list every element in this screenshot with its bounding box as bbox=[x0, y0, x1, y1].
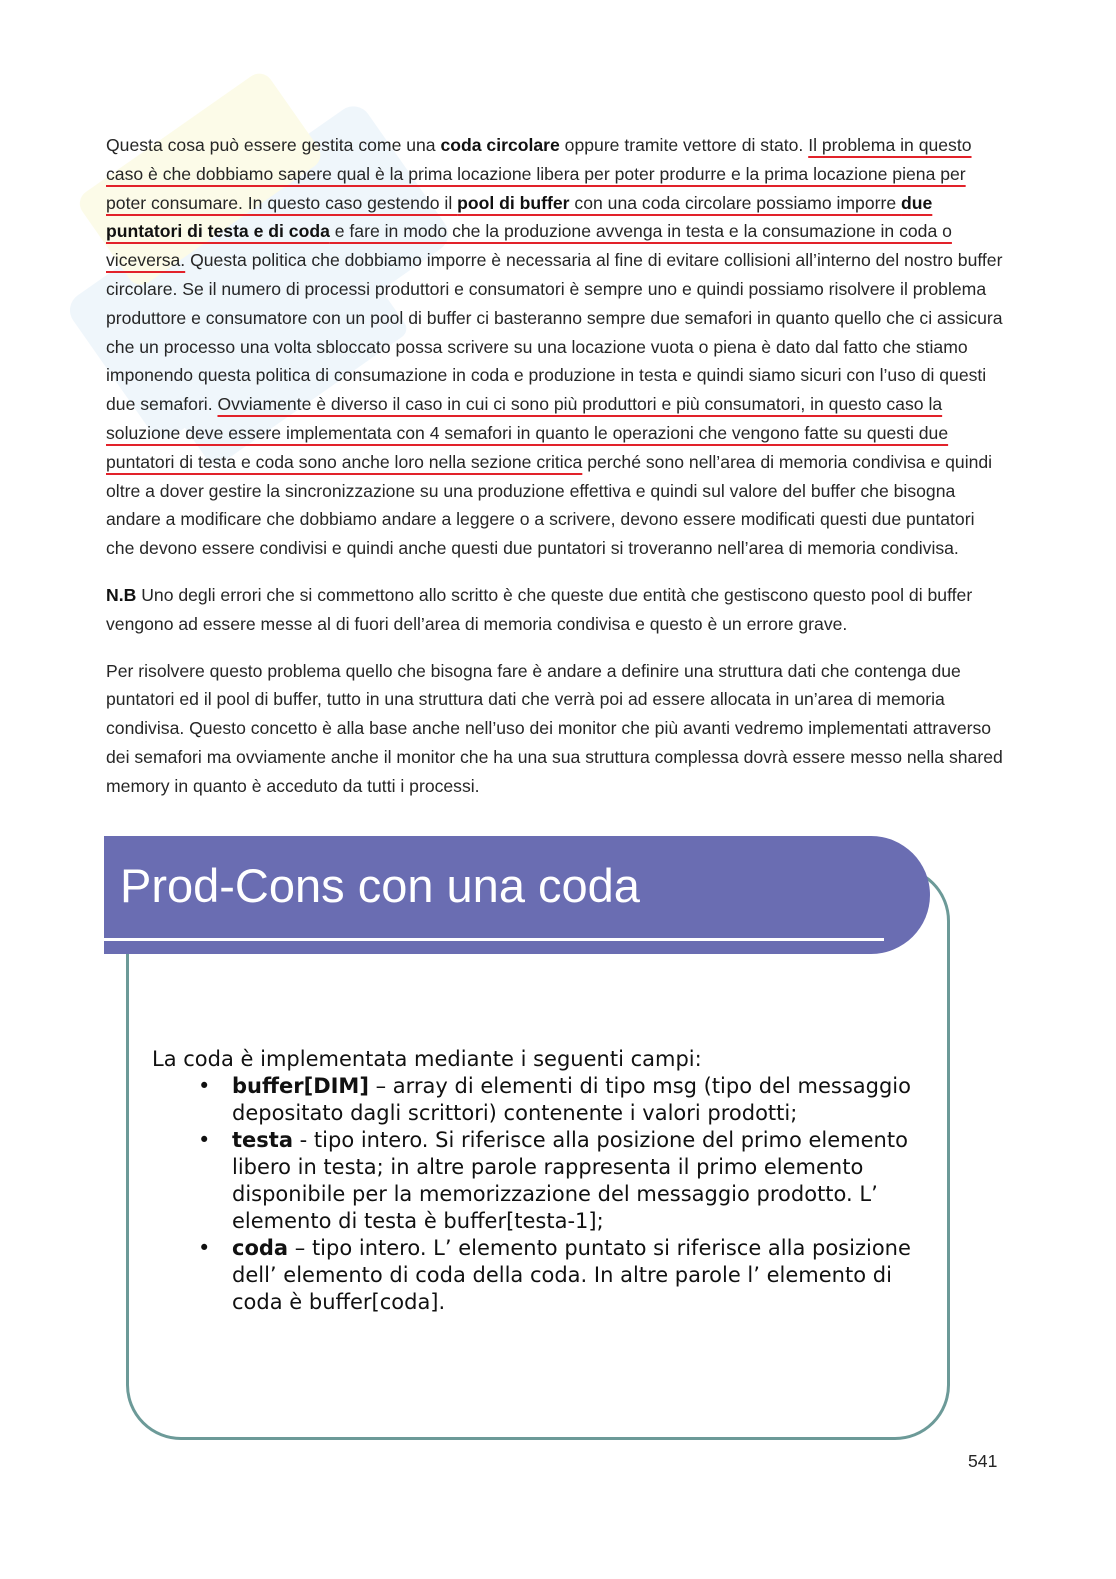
paragraph-3 bbox=[106, 657, 1006, 801]
bullet-icon: • bbox=[198, 1128, 211, 1152]
item-term: testa bbox=[232, 1128, 293, 1152]
slide-title: Prod-Cons con una coda bbox=[120, 859, 640, 912]
p2-seg: Uno degli errori che si commettono allo scritto è che queste due entità che gestiscono questo pool di buffer vengono ad essere messe al di fuori dell’area di memoria condivisa e questo è un errore grave. bbox=[106, 584, 973, 634]
p1-underlined: con una coda circolare possiamo imporre bbox=[569, 192, 902, 213]
list-item bbox=[198, 1235, 912, 1316]
slide-list bbox=[152, 1073, 912, 1316]
paragraph-1 bbox=[106, 131, 1006, 563]
slide-body bbox=[152, 1046, 912, 1316]
slide-image bbox=[104, 836, 954, 1446]
item-desc: - tipo intero. Si riferisce alla posizione del primo elemento libero in testa; in altre parole rappresenta il primo elemento disponibile per la memorizzazione del messaggio prodotto. L’ elemento di testa è buffer[testa-1]; bbox=[232, 1128, 908, 1233]
body-text bbox=[106, 131, 1006, 819]
p1-seg: Questa cosa può essere gestita come una bbox=[106, 135, 441, 155]
p1-underlined: Ovviamente è diverso il caso in cui ci sono più produttori e più consumatori, in questo caso la soluzione deve essere implementata con 4 semafori in quanto le operazioni che vengono fatte su questi due puntatori di testa e coda sono anche loro nella sezione critica bbox=[106, 394, 949, 472]
p1-underlined-bold: due puntatori di testa e di coda bbox=[106, 192, 933, 242]
p1-underlined: Il problema in questo caso è che dobbiamo sapere qual è la prima locazione libera per poter produrre e la prima locazione piena per poter consumare. In questo caso gestendo il bbox=[106, 135, 972, 213]
p1-underlined: e fare in modo che la produzione avvenga in testa e la consumazione in coda o viceversa. bbox=[106, 221, 952, 271]
slide-title-banner bbox=[104, 836, 930, 954]
p1-underlined-bold: pool di buffer bbox=[457, 192, 570, 213]
p1-seg-bold: coda circolare bbox=[440, 135, 560, 155]
page-number: 541 bbox=[968, 1451, 998, 1471]
bullet-icon: • bbox=[198, 1236, 211, 1260]
paragraph-2 bbox=[106, 581, 1006, 639]
p1-seg: Questa politica che dobbiamo imporre è necessaria al fine di evitare collisioni all’interno del nostro buffer circolare. Se il numero di processi produttori e consumatori è sempre uno e quindi possiamo risolvere il problema produttore e consumatore con un pool di buffer ci basteranno sempre due semafori in quanto quello che ci assicura che un processo una volta sbloccato possa scrivere su una locazione vuota o piena è dato dal fatto che stiamo imponendo questa politica di consumazione in coda e produzione in testa e quindi siamo sicuri con l’uso di questi due semafori. bbox=[106, 250, 1003, 415]
p1-seg: perché sono nell’area di memoria condivisa e quindi oltre a dover gestire la sincronizzazione su una produzione effettiva e quindi sul valore del buffer che bisogna andare a modificare che dobbiamo andare a leggere o a scrivere, devono essere modificati questi due puntatori che devono essere condivisi e quindi anche questi due puntatori si troveranno nell’area di memoria condivisa. bbox=[106, 451, 993, 559]
item-desc: – tipo intero. L’ elemento puntato si riferisce alla posizione dell’ elemento di coda della coda. In altre parole l’ elemento di coda è buffer[coda]. bbox=[232, 1236, 911, 1314]
list-item bbox=[198, 1127, 912, 1235]
p3-seg: Per risolvere questo problema quello che bisogna fare è andare a definire una struttura dati che contenga due puntatori ed il pool di buffer, tutto in una struttura dati che verrà poi ad essere allocata in un’area di memoria condivisa. Questo concetto è alla base anche nell’uso dei monitor che più avanti vedremo implementati attraverso dei semafori ma ovviamente anche il monitor che ha una sua struttura complessa dovrà essere messo nella shared memory in quanto è acceduto da tutti i processi. bbox=[106, 660, 1003, 796]
nb-label: N.B bbox=[106, 584, 137, 605]
list-item bbox=[198, 1073, 912, 1127]
item-term: buffer[DIM] bbox=[232, 1074, 369, 1098]
bullet-icon: • bbox=[198, 1074, 211, 1098]
item-term: coda bbox=[232, 1236, 289, 1260]
banner-underline bbox=[104, 938, 884, 941]
item-desc: – array di elementi di tipo msg (tipo del messaggio depositato dagli scrittori) contenente i valori prodotti; bbox=[232, 1074, 911, 1125]
slide-intro: La coda è implementata mediante i seguenti campi: bbox=[152, 1047, 702, 1071]
p1-seg: oppure tramite vettore di stato. bbox=[559, 135, 809, 155]
